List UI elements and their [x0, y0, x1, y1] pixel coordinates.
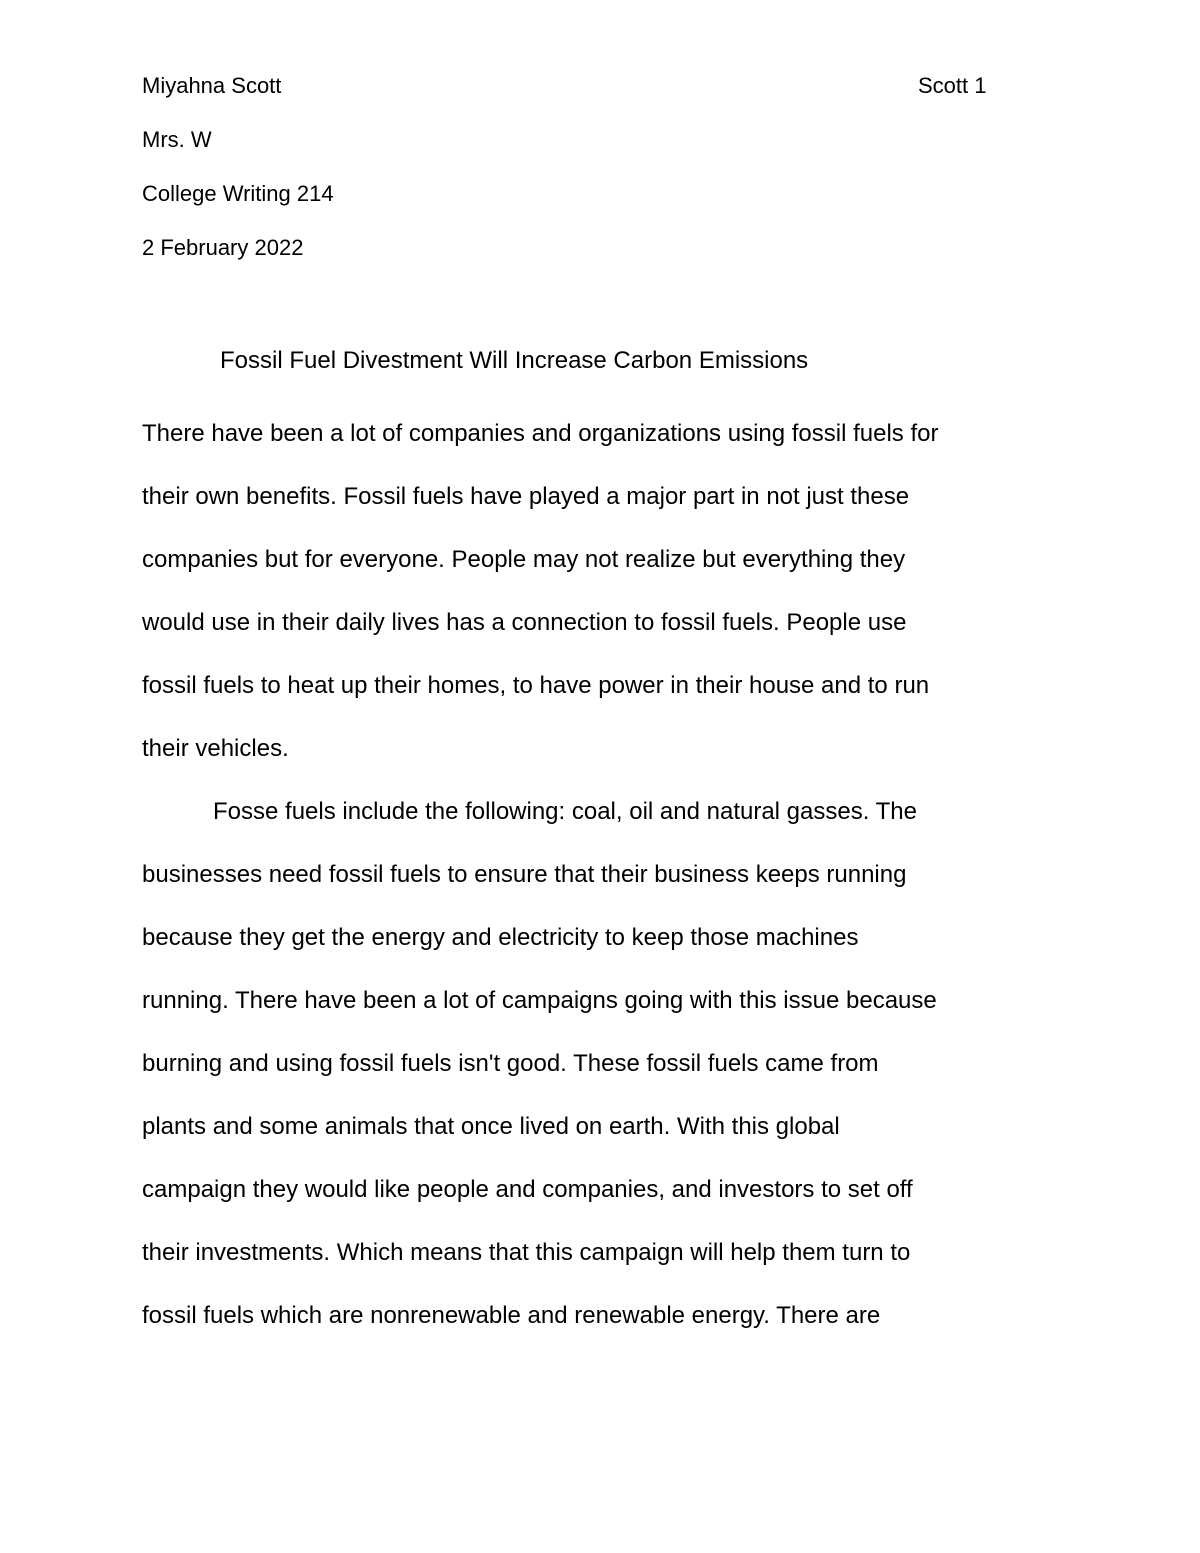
- essay-date: 2 February 2022: [142, 235, 304, 260]
- paragraph-line: running. There have been a lot of campaigns going with this issue because: [142, 987, 937, 1014]
- page-number-header: Scott 1: [918, 73, 987, 98]
- paragraph-line: Fosse fuels include the following: coal, oil and natural gasses. The: [213, 798, 917, 825]
- essay-title: Fossil Fuel Divestment Will Increase Carbon Emissions: [220, 347, 809, 374]
- paragraph-line: businesses need fossil fuels to ensure that their business keeps running: [142, 861, 907, 888]
- course-name: College Writing 214: [142, 181, 334, 206]
- paragraph-line: companies but for everyone. People may not realize but everything they: [142, 546, 906, 573]
- paragraph-line: plants and some animals that once lived on earth. With this global: [142, 1113, 840, 1140]
- paragraph-line: burning and using fossil fuels isn't good. These fossil fuels came from: [142, 1050, 879, 1077]
- instructor-name: Mrs. W: [142, 127, 212, 152]
- paragraph-line: because they get the energy and electricity to keep those machines: [142, 924, 859, 951]
- paragraph-line: would use in their daily lives has a connection to fossil fuels. People use: [142, 609, 907, 636]
- paragraph-line: There have been a lot of companies and organizations using fossil fuels for: [142, 420, 939, 447]
- paragraph-line: their investments. Which means that this campaign will help them turn to: [142, 1239, 911, 1266]
- paragraph-line: campaign they would like people and companies, and investors to set off: [142, 1176, 913, 1203]
- paragraph-line: their vehicles.: [142, 735, 289, 762]
- paragraph-line: their own benefits. Fossil fuels have played a major part in not just these: [142, 483, 910, 510]
- author-name: Miyahna Scott: [142, 73, 282, 98]
- paragraph-line: fossil fuels to heat up their homes, to have power in their house and to run: [142, 672, 930, 699]
- paragraph-line: fossil fuels which are nonrenewable and renewable energy. There are: [142, 1302, 881, 1329]
